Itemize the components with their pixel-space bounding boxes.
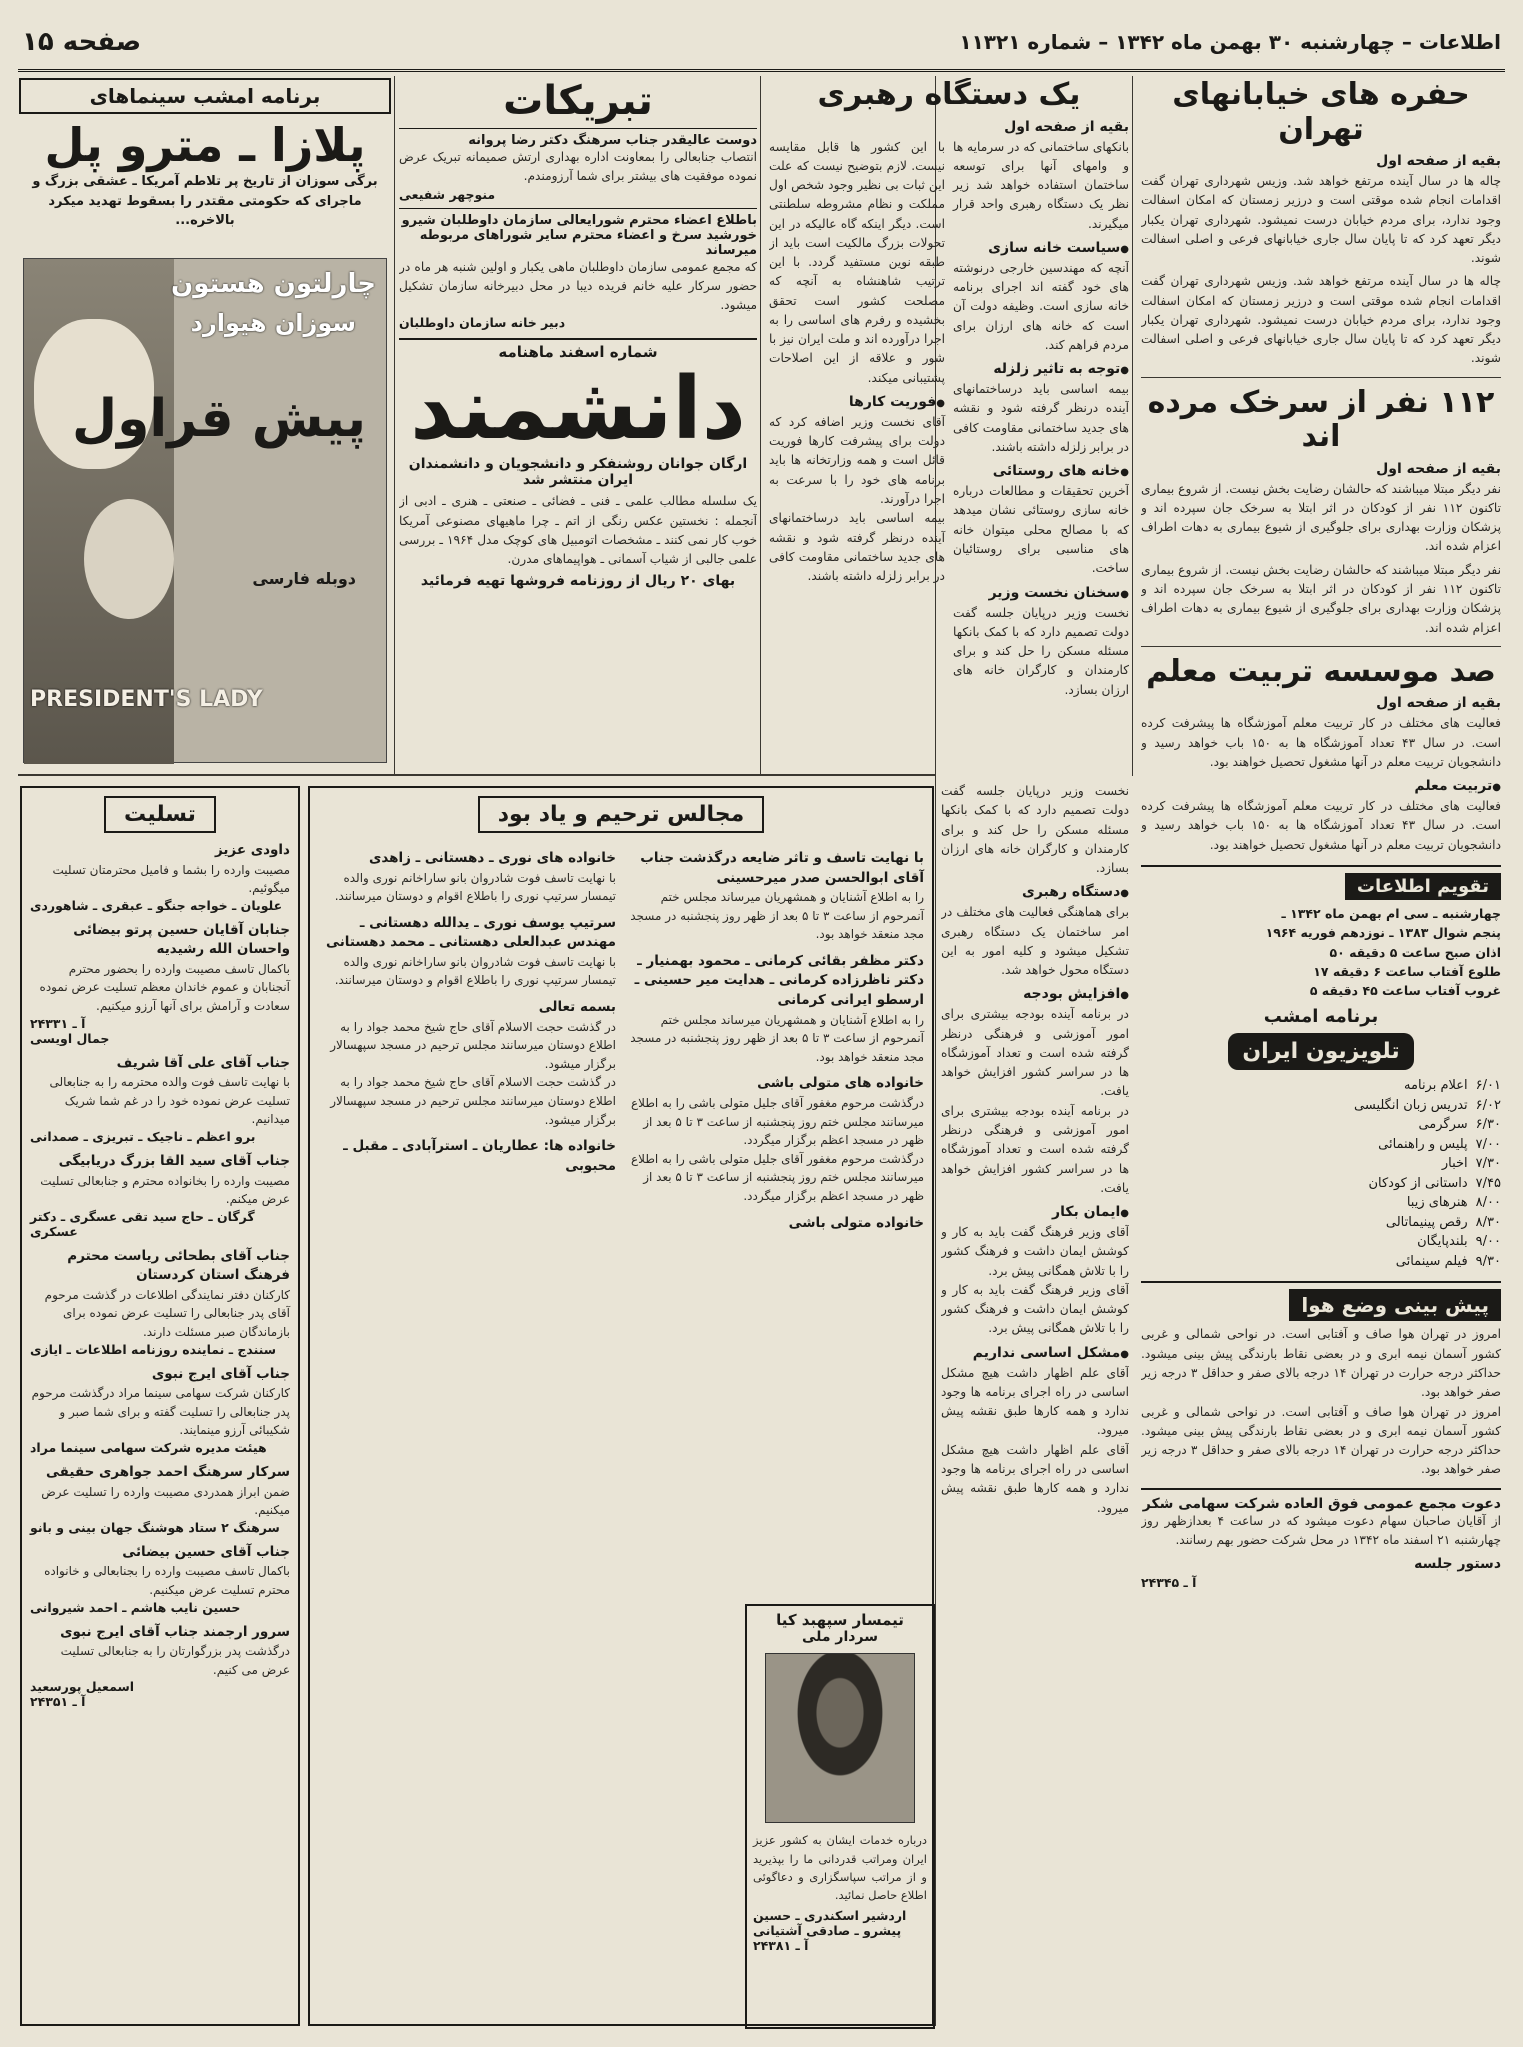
memorial-title: تیمسار سپهبد کیا — [776, 1611, 904, 1629]
condolence-sign: سنندج ـ نماینده روزنامه اطلاعات ـ ایازی — [30, 1341, 277, 1357]
poster-face — [84, 499, 174, 619]
subheading: ● توجه به تاثیر زلزله — [953, 361, 1129, 377]
condolence-code: آ ـ ۲۴۳۳۱ — [30, 1015, 86, 1031]
weather-box — [1141, 1281, 1501, 1479]
article-body: آخرین تحقیقات و مطالعات درباره خانه سازی روستائی نشان میدهد که با مصالح محلی میتوان خانه های مناسبی برای روستائیان ساخت. — [953, 484, 1129, 576]
headline-streets: حفره های خیابانهای تهران — [1172, 78, 1470, 147]
condolences — [20, 786, 300, 2026]
cinema-ad — [19, 78, 391, 772]
newspaper-page — [18, 14, 1505, 2034]
gathering-body: را به اطلاع آشنایان و همشهریان میرساند مجلس ختم آنمرحوم از ساعت ۳ تا ۵ بعد از ظهر روز پنجشنبه در مسجد مجد منعقد خواهد بود. — [630, 1012, 924, 1064]
subheading: ● ایمان بکار — [941, 1204, 1129, 1220]
memorial-gatherings — [308, 786, 934, 2026]
article-body: آقای وزیر فرهنگ گفت باید به کار و کوشش ایمان داشت و فرهنگ کشور را با تلاش همگانی پیش برد. — [941, 1282, 1129, 1336]
condolence-head: سرور ارجمند جناب آقای ایرج نبوی — [60, 1623, 290, 1640]
memorial-body: درباره خدمات ایشان به کشور عزیز ایران ومراتب قدردانی ما را بپذیرید و از مراتب سپاسگزاری و دعاگوئی اطلاع حاصل نمائید. — [753, 1833, 927, 1902]
assembly-agenda: دستور جلسه — [1414, 1556, 1501, 1573]
article-body: با این کشور ها قابل مقایسه نیست. لازم بتوضیح نیست که علت این ثبات بی نظیر وجود شخص اول مملکت و نظام مشروطه سلطنتی است. دیگر اینکه گاه عالیکه در این تحولات بزرگ مالکیت است باید از طبقه نوین مستفید گردد. با این ترتیب شاهنشاه به آنچه که مصلحت کشور است تحقق بخشیده و رفرم های اساسی را به اجرا درآورده اند و ملت ایران نیز با شور و علاقه از این اصلاحات پشتیبانی میکند. — [769, 139, 945, 385]
column-rule — [394, 76, 395, 776]
article-body: آقای علم اظهار داشت هیچ مشکل اساسی در راه اجرای برنامه ها وجود ندارد و همه کارها طبق نقشه پیش میرود. — [941, 1365, 1129, 1438]
calendar-line: اذان صبح ساعت ۵ دقیقه ۵۰ — [1329, 944, 1501, 960]
notice-title: باطلاع اعضاء محترم شورایعالی سازمان داوطلبان شیرو خورشید سرخ و اعضاء محترم سایر شوراهای مربوطه میرساند — [401, 212, 757, 258]
tv-schedule — [1141, 1076, 1501, 1271]
condolence-code: آ ـ ۲۴۳۵۱ — [30, 1694, 86, 1710]
gatherings-title: مجالس ترحیم و یاد بود — [478, 796, 765, 833]
schedule-row: ۷/۰۰ پلیس و راهنمائی — [1378, 1136, 1501, 1152]
article-body: آقای وزیر فرهنگ گفت باید به کار و کوشش ایمان داشت و فرهنگ کشور را با تلاش همگانی پیش برد. — [941, 1225, 1129, 1278]
article-body: نفر دیگر مبتلا میباشند که حالشان رضایت بخش نیست. از شروع بیماری تاکنون ۱۱۲ نفر از کودکان در اثر ابتلا به سرخک جان سپرده اند و پزشکان وزارت بهداری برای جلوگیری از شیوع بیماری به دهات اطراف اعزام شده اند. — [1141, 562, 1501, 635]
magazine-body: یک سلسله مطالب علمی ـ فنی ـ فضائی ـ صنعتی ـ هنری ـ ادبی از آنجمله : نخستین عکس رنگی از اتم ـ چرا ماهیهای مصنوعی آمریکا خوب کار نمی کنند ـ مشخصات اتومبیل های کوچک مدل ۱۹۶۴ ـ بررسی علمی جالبی از شیاب آسمانی ـ هواپیماهای مدرن. — [399, 494, 757, 567]
headline-leadership: یک دستگاه رهبری — [817, 78, 1081, 112]
condolence-head: جناب آقای علی آقا شریف — [116, 1054, 290, 1071]
calendar-line: غروب آفتاب ساعت ۴۵ دقیقه ۵ — [1309, 983, 1501, 999]
gathering-body: درگذشت مرحوم مغفور آقای جلیل متولی باشی را به اطلاع میرسانند مجلس ختم روز پنجشنبه از ساعت ۳ تا ۵ بعد از ظهر در مسجد اعظم برگزار میگردد. — [631, 1095, 924, 1148]
headline-teachers: صد موسسه تربیت معلم — [1146, 653, 1496, 689]
subheading: ● دستگاه رهبری — [941, 884, 1129, 900]
page-number: صفحه ۱۵ — [22, 26, 142, 57]
gathering-head: با نهایت تاسف و تاثر ضایعه درگذشت جناب آقای ابوالحسن صدر میرحسینی — [640, 850, 924, 886]
condolence-sign: جمال اویسی — [30, 1030, 110, 1046]
cinema-header: برنامه امشب سینماهای — [19, 78, 391, 114]
schedule-row: ۷/۳۰ اخبار — [1441, 1156, 1501, 1172]
gathering-head: بسمه تعالی — [538, 999, 616, 1016]
condolence-sign: سرهنگ ۲ ستاد هوشنگ جهان بینی و بانو — [30, 1519, 280, 1535]
condolence-body: باکمال تاسف مصیبت وارده را بجنابعالی و خانواده محترم تسلیت عرض میکنیم. — [44, 1564, 290, 1597]
column-news-right — [1141, 78, 1501, 2028]
condolence-body: مصیبت وارده را بخانواده محترم و جنابعالی تسلیت عرض میکنم. — [40, 1173, 290, 1207]
memorial-code: آ ـ ۲۴۳۸۱ — [753, 1937, 809, 1953]
gathering-head: خانواده های نوری ـ دهستانی ـ زاهدی — [368, 850, 616, 866]
schedule-row: ۸/۰۰ هنرهای زیبا — [1406, 1195, 1501, 1211]
greeting-sign: منوچهر شفیعی — [399, 186, 496, 202]
gathering-body: درگذشت مرحوم مغفور آقای جلیل متولی باشی را به اطلاع میرسانند مجلس ختم روز پنجشنبه از ساعت ۳ تا ۵ بعد از ظهر در مسجد اعظم برگزار میگردد. — [631, 1151, 924, 1203]
subheading: ● فوریت کارها — [769, 394, 945, 410]
calendar-title: تقویم اطلاعات — [1345, 873, 1501, 900]
condolence-head: جناب آقای ایرج نبوی — [151, 1365, 290, 1382]
condolence-body: ضمن ابراز همدردی مصیبت وارده را تسلیت عرض میکنیم. — [41, 1484, 290, 1518]
subheading: ● خانه های روستائی — [953, 463, 1129, 479]
weather-body: امروز در تهران هوا صاف و آفتابی است. در نواحی شمالی و غربی کشور آسمان نیمه ابری و در بعضی نقاط بارندگی پیش بینی میشود. حداکثر درجه حرارت در تهران ۱۴ درجه بالای صفر و حداقل ۳ درجه زیر صفر خواهد بود. — [1141, 1404, 1501, 1477]
gathering-body: در گذشت حجت الاسلام آقای حاج شیخ محمد جواد را به اطلاع دوستان میرسانند مجلس ترحیم در مسجد سپهسالار برگزار میشود. — [330, 1019, 616, 1071]
tonight-title: برنامه امشب — [1263, 1005, 1379, 1027]
tv-logo: تلویزیون ایران — [1228, 1033, 1413, 1070]
schedule-row: ۶/۰۱ اعلام برنامه — [1404, 1078, 1501, 1094]
condolence-body: کارکنان دفتر نمایندگی اطلاعات در گذشت مرحوم آقای پدر جنابعالی را تسلیت عرض نموده برای بازماندگان صبر مسئلت دارند. — [44, 1287, 290, 1340]
article-body: نخست وزیر درپایان جلسه گفت دولت تصمیم دارد که با کمک بانکها مسئله مسکن را حل کند و برای کارمندان و کارگران خانه های ارزان بسازد. — [953, 605, 1129, 697]
gathering-sign: سرتیپ یوسف نوری ـ یدالله دهستانی ـ مهندس عبدالعلی دهستانی ـ محمد دهستانی — [326, 914, 616, 951]
schedule-row: ۹/۰۰ بلندپایگان — [1417, 1234, 1501, 1250]
article-body: نخست وزیر درپایان جلسه گفت دولت تصمیم دارد که با کمک بانکها مسئله مسکن را حل کند و برای کارمندان و کارگران خانه های ارزان بسازد. — [941, 784, 1129, 876]
column-congratulations — [399, 78, 757, 772]
magazine-ad — [399, 338, 757, 589]
condolence-sign: علویان ـ خواجه جنگو ـ عبقری ـ شاهوردی — [30, 897, 283, 913]
divider — [1141, 377, 1501, 378]
gathering-body: با نهایت تاسف فوت شادروان بانو ساراخانم نوری والده تیمسار سرتیپ نوری را باطلاع اقوام و دوستان میرسانند. — [334, 954, 616, 988]
article-body: فعالیت های مختلف در کار تربیت معلم آموزشگاه ها پیشرفت کرده است. در سال ۴۳ تعداد آموزشگاه ها به ۱۵۰ باب خواهد رسید و دانشجویان تربیت معلم در آنها مشغول تحصیل خواهند بود. — [1141, 799, 1501, 852]
condolence-head: جنابان آقایان حسین پرتو بیضائی واحسان الله رشیدیه — [73, 921, 290, 958]
article-body: آقای علم اظهار داشت هیچ مشکل اساسی در راه اجرای برنامه ها وجود ندارد و همه کارها طبق نقشه پیش میرود. — [941, 1442, 1129, 1515]
condolence-head: جناب آقای بطحائی ریاست محترم فرهنگ استان کردستان — [67, 1247, 290, 1284]
subheading: ● تربیت معلم — [1141, 778, 1501, 794]
condolences-title: تسلیت — [104, 796, 216, 833]
section-rule — [18, 774, 936, 776]
film-poster — [23, 258, 387, 763]
article-body: در برنامه آینده بودجه بیشتری برای امور آموزشی و فرهنگی درنظر گرفته شده است و تعداد آموزشگاه ها در سراسر کشور افزایش خواهد یافت. — [941, 1007, 1129, 1099]
column-leadership-continued — [941, 782, 1129, 2027]
article-body: برای هماهنگی فعالیت های مختلف در امر ساختمان یک دستگاه رهبری تشکیل میشود و کلیه امور به این دستگاه محول خواهد شد. — [941, 905, 1129, 978]
subheading: ● افزایش بودجه — [941, 986, 1129, 1002]
gathering-body: را به اطلاع آشنایان و همشهریان میرساند مجلس ختم آنمرحوم از ساعت ۳ تا ۵ بعد از ظهر روز پنجشنبه در مسجد مجد منعقد خواهد بود. — [630, 890, 924, 942]
condolence-body: مصیبت وارده را بشما و فامیل محترمتان تسلیت میگوئیم. — [52, 862, 290, 896]
subheading: ● سخنان نخست وزیر — [953, 585, 1129, 601]
calendar-lines — [1141, 904, 1501, 1001]
article-body: چاله ها در سال آینده مرتفع خواهد شد. وزیس شهرداری تهران گفت اقدامات انجام شده موقتی است و درزیر زمستان که امکان اسفالت وجود ندارد، برای مردم خیابان درست نمیشود. شهرداری تهران یکبار دیگر تعهد کرد که تا پایان سال جاری خیابانهای فرعی و اصلی اسفالت شوند. — [1141, 174, 1501, 266]
continued-label: بقیه از صفحه اول — [1376, 460, 1501, 477]
column-rule — [760, 76, 761, 776]
continued-label: بقیه از صفحه اول — [1004, 118, 1129, 135]
article-body: در برنامه آینده بودجه بیشتری برای امور آموزشی و فرهنگی درنظر گرفته شده است و تعداد آموزشگاه ها در سراسر کشور افزایش خواهد یافت. — [941, 1103, 1129, 1195]
issue-info: اطلاعات – چهارشنبه ۳۰ بهمن ماه ۱۳۴۲ – شماره ۱۱۳۲۱ — [959, 29, 1501, 54]
magazine-issue: شماره اسفند ماهنامه — [498, 343, 658, 362]
assembly-code: آ ـ ۲۴۳۴۵ — [1141, 1575, 1197, 1591]
assembly-body: از آقایان صاحبان سهام دعوت میشود که در ساعت ۴ بعدازظهر روز چهارشنبه ۲۱ اسفند ماه ۱۳۴۲ در محل شرکت حضور بهم رسانند. — [1141, 1513, 1501, 1547]
masthead — [18, 14, 1505, 72]
assembly-title: دعوت مجمع عمومی فوق العاده شرکت سهامی شکر — [1142, 1495, 1501, 1512]
article-body: چاله ها در سال آینده مرتفع خواهد شد. وزیس شهرداری تهران گفت اقدامات انجام شده موقتی است و درزیر زمستان که امکان اسفالت وجود ندارد، برای مردم خیابان درست نمیشود. شهرداری تهران یکبار دیگر تعهد کرد که تا پایان سال جاری خیابانهای فرعی و اصلی اسفالت شوند. — [1141, 274, 1501, 366]
assembly-notice — [1141, 1488, 1501, 1591]
headline-measles: ۱۱۲ نفر از سرخک مرده اند — [1147, 384, 1495, 455]
article-body: نفر دیگر مبتلا میباشند که حالشان رضایت بخش نیست. از شروع بیماری تاکنون ۱۱۲ نفر از کودکان در اثر ابتلا به سرخک جان سپرده اند و پزشکان وزارت بهداری برای جلوگیری از شیوع بیماری به دهات اطراف اعزام شده اند. — [1141, 481, 1501, 554]
column-leadership — [769, 78, 1129, 768]
schedule-row: ۸/۳۰ رقص پینیماتالی — [1385, 1214, 1501, 1230]
gathering-body: در گذشت حجت الاسلام آقای حاج شیخ محمد جواد را به اطلاع دوستان میرسانند مجلس ترحیم در مسجد سپهسالار برگزار میشود. — [330, 1075, 616, 1127]
schedule-row: ۶/۳۰ سرگرمی — [1418, 1117, 1501, 1133]
greeting-body: انتصاب جنابعالی را بمعاونت اداره بهداری ارتش صمیمانه تبریک عرض نموده موفقیت های بیشتر برای شما آرزومندم. — [399, 150, 757, 184]
magazine-price: بهای ۲۰ ریال از روزنامه فروشها تهیه فرمائید — [420, 573, 736, 590]
magazine-tagline: ارگان جوانان روشنفکر و دانشجویان و دانشمندان ایران منتشر شد — [408, 456, 748, 489]
condolence-head: جناب آقای سید القا بزرگ دریابیگی — [58, 1153, 290, 1169]
article-body: بیمه اساسی باید درساختمانهای آینده درنظر گرفته شود و نقشه های جدید ساختمانی مقاومت کافی در برابر زلزله داشته باشند. — [769, 511, 945, 584]
condolence-head: سرکار سرهنگ احمد جواهری حقیقی — [45, 1464, 290, 1480]
cinema-tagline: برگی سوزان از تاریخ پر تلاطم آمریکا ـ عشقی بزرگ و ماجرای که حکومتی مقتدر را بسقوط تهدید میکرد بالاخره... — [32, 174, 378, 228]
schedule-row: ۹/۳۰ فیلم سینمائی — [1395, 1253, 1501, 1269]
article-body: فعالیت های مختلف در کار تربیت معلم آموزشگاه ها پیشرفت کرده است. در سال ۴۳ تعداد آموزشگاه ها به ۱۵۰ باب خواهد رسید و دانشجویان تربیت معلم در آنها مشغول تحصیل خواهند بود. — [1141, 716, 1501, 769]
condolence-head: جناب آقای حسین بیضائی — [122, 1543, 290, 1560]
continued-label: بقیه از صفحه اول — [1376, 153, 1501, 169]
calendar-line: چهارشنبه ـ سی ام بهمن ماه ۱۳۴۲ ـ — [1281, 905, 1501, 921]
greeting-title: دوست عالیقدر جناب سرهنگ دکتر رضا پروانه — [468, 133, 757, 148]
column-rule — [1132, 76, 1133, 776]
condolence-body: با نهایت تاسف فوت والده محترمه را به جنابعالی تسلیت عرض نموده خود را در غم شما شریک میدانیم. — [49, 1075, 290, 1127]
subheading: ● سیاست خانه سازی — [953, 240, 1129, 256]
article-body: بانکهای ساختمانی که در سرمایه ها و وامهای آنها برای توسعه ساختمان استفاده خواهد شد زیر نظر یک دستگاه رهبری واحد قرار میگیرند. — [953, 139, 1129, 231]
condolence-sign: اسمعیل پورسعید — [30, 1679, 135, 1695]
film-title: پیش قراول — [71, 389, 366, 449]
calendar-line: طلوع آفتاب ساعت ۶ دقیقه ۱۷ — [1313, 964, 1501, 979]
gathering-head: خانواده های متولی باشی — [757, 1075, 924, 1092]
headline-congratulations: تبریکات — [503, 78, 653, 124]
memorial-subtitle: سردار ملی — [802, 1629, 878, 1646]
memorial-sign: اردشیر اسکندری ـ حسین پیشرو ـ صادقی آشتیانی — [753, 1907, 907, 1938]
article-body: بیمه اساسی باید درساختمانهای آینده درنظر گرفته شود و نقشه های جدید ساختمانی مقاومت کافی در برابر زلزله داشته باشند. — [953, 382, 1129, 454]
schedule-row: ۶/۰۲ تدریس زبان انگلیسی — [1354, 1097, 1501, 1113]
condolence-body: کارکنان شرکت سهامی سینما مراد درگذشت مرحوم پدر جنابعالی را تسلیت گفته و برای شما صبر و شکیبائی آرزو مینمایند. — [31, 1386, 290, 1438]
condolence-body: درگذشت پدر بزرگوارتان را به جنابعالی تسلیت عرض می کنیم. — [60, 1644, 290, 1677]
condolence-sign: هیئت مدیره شرکت سهامی سینما مراد — [30, 1440, 267, 1455]
calendar-box — [1141, 865, 1501, 1272]
gathering-sign: خانواده ها: عطاریان ـ استرآبادی ـ مقبل ـ محبوبی — [343, 1138, 616, 1174]
condolence-sign: برو اعظم ـ ناجیک ـ تبریزی ـ صمدانی — [30, 1129, 256, 1144]
condolence-sign: حسین نایب هاشم ـ احمد شیروانی — [30, 1599, 241, 1615]
article-body: آقای نخست وزیر اضافه کرد که دولت برای پیشرفت کارها فوریت قائل است و همه وزارتخانه ها باید برنامه های خود را با سرعت به اجرا درآورند. — [769, 414, 945, 507]
article-body: آنچه که مهندسین خارجی درنوشته های خود گفته اند اجرای برنامه خانه سازی است. وظیفه دولت آن است که خانه های ارزان برای مردم فراهم کند. — [953, 260, 1129, 352]
star-2: سوزان هیوارد — [190, 309, 356, 337]
magazine-name: دانشمند — [410, 358, 746, 459]
schedule-row: ۷/۴۵ داستانی از کودکان — [1368, 1175, 1501, 1191]
condolence-sign: گرگان ـ حاج سید تقی عسگری ـ دکتر عسکری — [30, 1208, 255, 1239]
continued-label: بقیه از صفحه اول — [1376, 695, 1501, 712]
gathering-body: با نهایت تاسف فوت شادروان بانو ساراخانم نوری والده تیمسار سرتیپ نوری را باطلاع اقوام و دوستان میرسانند. — [334, 870, 616, 904]
divider — [1141, 646, 1501, 647]
notice-sign: دبیر خانه سازمان داوطلبان — [399, 315, 566, 331]
weather-title: پیش بینی وضع هوا — [1289, 1289, 1501, 1321]
gathering-sign: دکتر مظفر بقائی کرمانی ـ محمود بهمنیار ـ دکتر ناظرزاده کرمانی ـ هدایت میر حسینی ـ ارسطو ایرانی کرمانی — [634, 952, 924, 1009]
subheading: ● مشکل اساسی نداریم — [941, 1345, 1129, 1361]
notice-body: که مجمع عمومی سازمان داوطلبان ماهی یکبار و اولین شنبه هر ماه در حضور سرکار علیه خانم فریده دیبا در محل دبیرخانه سازمان تشکیل میشود. — [399, 259, 757, 313]
cinema-names: پلازا ـ مترو پل — [44, 118, 366, 172]
weather-body: امروز در تهران هوا صاف و آفتابی است. در نواحی شمالی و غربی کشور آسمان نیمه ابری و در بعضی نقاط بارندگی پیش بینی میشود. حداکثر درجه حرارت در تهران ۱۴ درجه بالای صفر و حداقل ۳ درجه زیر صفر خواهد بود. — [1141, 1327, 1501, 1400]
dubbing-label: دوبله فارسی — [252, 569, 356, 588]
film-title-en: PRESIDENT'S LADY — [30, 687, 263, 712]
calendar-line: پنجم شوال ۱۳۸۳ ـ نوزدهم فوریه ۱۹۶۴ — [1265, 925, 1501, 941]
star-1: چارلتون هستون — [171, 269, 376, 299]
gathering-sign: خانواده متولی باشی — [788, 1214, 924, 1231]
condolence-head: داودی عزیز — [214, 842, 290, 858]
condolence-body: باکمال تاسف مصیبت وارده را بحضور محترم آنجنابان و عموم خاندان معظم تسلیت عرض نموده سعادت و آرامش برای آنها آرزو میکنیم. — [39, 961, 290, 1014]
